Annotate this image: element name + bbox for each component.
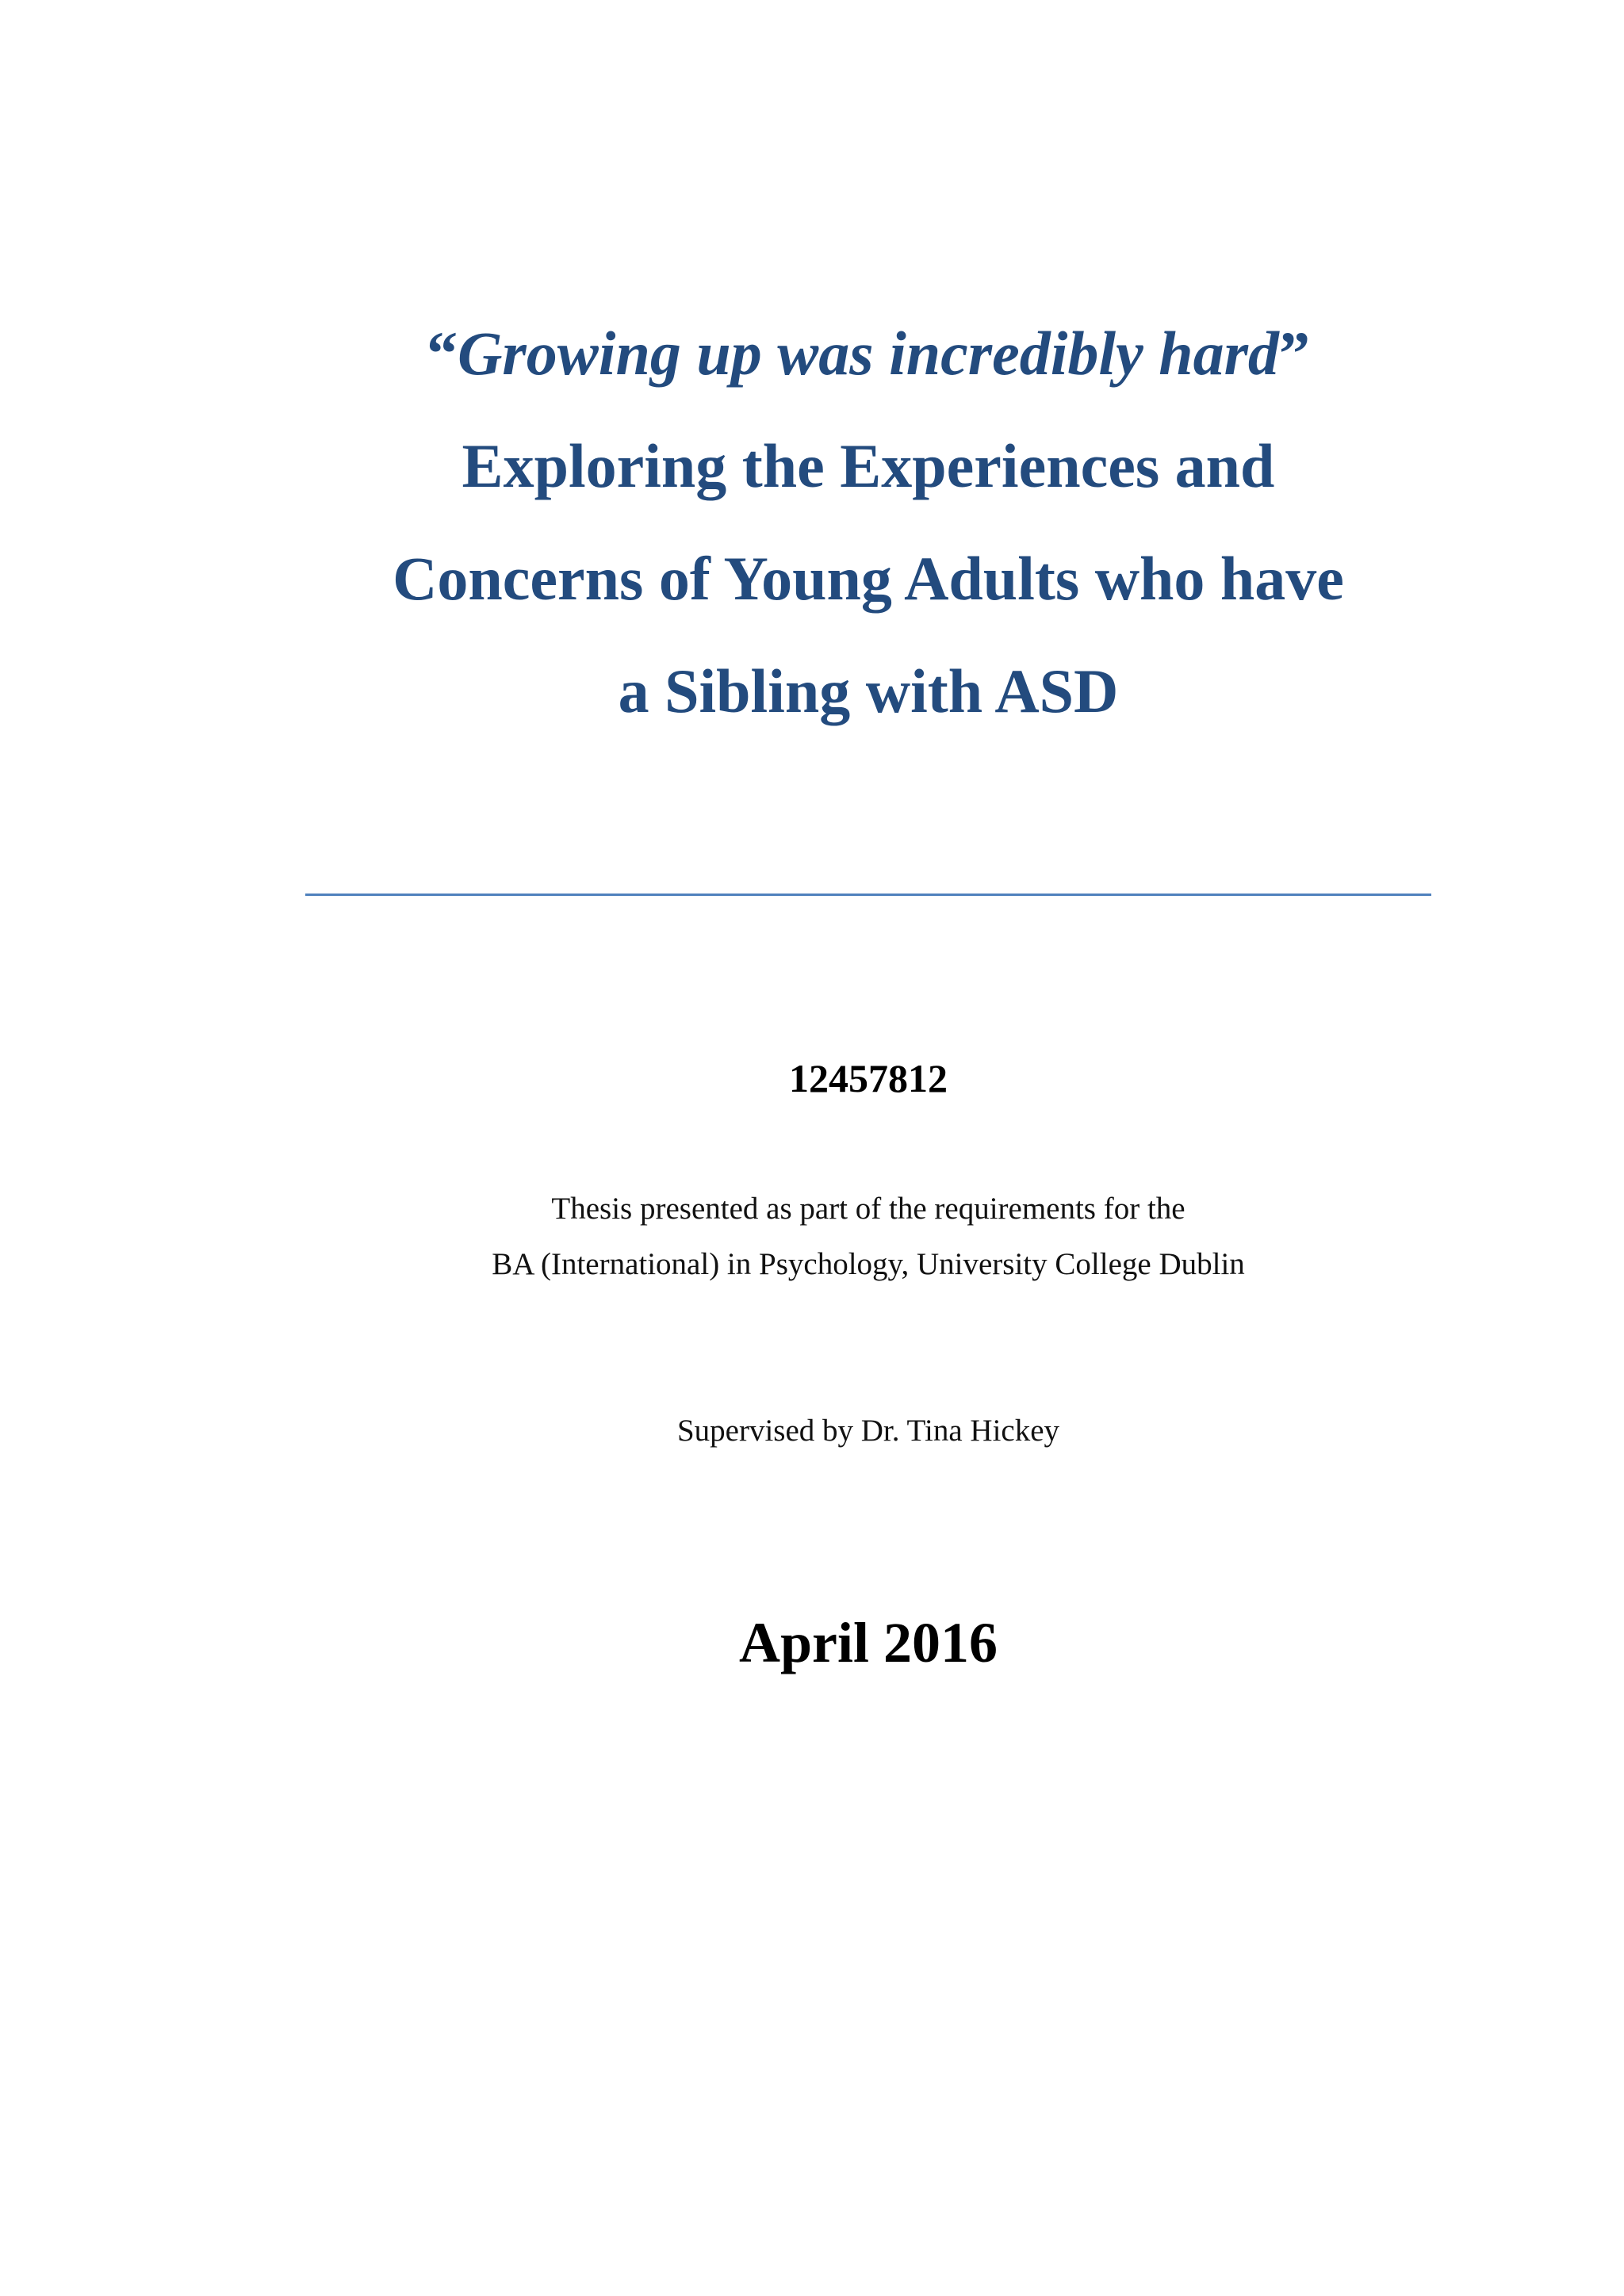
- title-line-2: Concerns of Young Adults who have: [393, 544, 1344, 613]
- close-quote: ”: [1278, 319, 1310, 388]
- title-divider: [305, 894, 1431, 896]
- description-line-2: BA (International) in Psychology, University College Dublin: [492, 1247, 1245, 1281]
- title-line-1: Exploring the Experiences and: [462, 431, 1275, 500]
- title-quote: Growing up was incredibly hard: [458, 319, 1279, 388]
- student-number: 12457812: [789, 1056, 948, 1100]
- submission-date: April 2016: [738, 1611, 998, 1674]
- open-quote: “: [427, 319, 458, 388]
- description-line-1: Thesis presented as part of the requirements for the: [551, 1192, 1185, 1226]
- supervisor-line: Supervised by Dr. Tina Hickey: [676, 1414, 1060, 1448]
- thesis-description: [305, 1181, 1431, 1292]
- title-line-3: a Sibling with ASD: [618, 656, 1119, 725]
- title-quote-line: [305, 297, 1431, 410]
- thesis-title: [305, 297, 1431, 748]
